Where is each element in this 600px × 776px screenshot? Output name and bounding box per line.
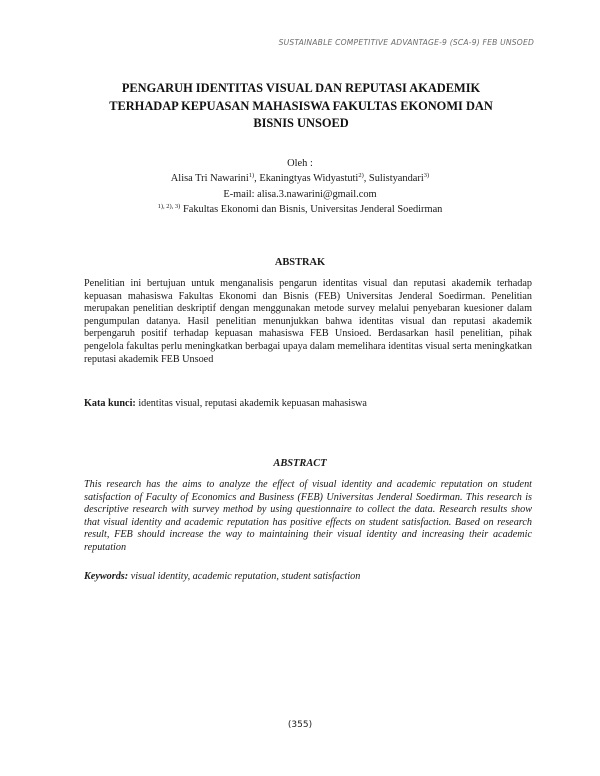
author-superscript: 2) bbox=[358, 172, 364, 180]
author-email: E-mail: alisa.3.nawarini@gmail.com bbox=[223, 188, 377, 200]
author-name: , Ekaningtyas Widyastuti bbox=[254, 173, 359, 185]
kata-kunci-text: identitas visual, reputasi akademik kepuasan mahasiswa bbox=[135, 398, 367, 409]
affiliation-superscript: 1), 2), 3) bbox=[157, 202, 181, 210]
title-line: TERHADAP KEPUASAN MAHASISWA FAKULTAS EKONOMI DAN bbox=[109, 98, 493, 113]
abstract-text: This research has the aims to analyze the effect of visual identity and academic reputation on student satisfaction of Faculty of Economics and Business (FEB) Universitas Jenderal Soedirman. This research is descriptive research with survey method by using questionnaire to collect the data. Research results show that visual identity and academic reputation has positive effects on student satisfaction. Based on research result, FEB should increase the way to maintaining their visual identity and increasing their academic reputation bbox=[84, 479, 532, 553]
page-number: (355) bbox=[287, 720, 313, 730]
keywords-label: Keywords: bbox=[84, 571, 129, 582]
kata-kunci bbox=[84, 397, 534, 410]
running-head: SUSTAINABLE COMPETITIVE ADVANTAGE-9 (SCA-9) FEB UNSOED bbox=[278, 38, 534, 47]
author-superscript: 3) bbox=[423, 172, 430, 180]
author-superscript: 1) bbox=[248, 172, 255, 180]
keywords bbox=[84, 570, 534, 583]
author-block bbox=[0, 156, 600, 217]
by-label: Oleh : bbox=[287, 158, 313, 169]
abstract-heading: ABSTRACT bbox=[273, 458, 327, 469]
abstrak-heading: ABSTRAK bbox=[274, 257, 326, 268]
author-list bbox=[0, 171, 600, 186]
keywords-text: visual identity, academic reputation, student satisfaction bbox=[128, 571, 361, 582]
author-affiliation bbox=[0, 202, 600, 217]
title-line: PENGARUH IDENTITAS VISUAL DAN REPUTASI AKADEMIK bbox=[121, 81, 481, 95]
paper-title bbox=[60, 80, 542, 133]
abstrak-text: Penelitian ini bertujuan untuk menganalisis pengarun identitas visual dan reputasi akademik terhadap kepuasan mahasiswa Fakultas Ekonomi dan Bisnis (FEB) Universitas Jenderal Soedirman. Penelitian merupakan penelitian deskriptif dengan menggunakan metode survey melalui penyebaran kuesioner dalam pengumpulan datanya. Hasil penelitian menunjukkan bahwa identitas visual dan reputasi akademik berpengaruh positif terhadap kepuasan mahasiswa FEB Unsioed. Berdasarkan hasil penelitian, pihak pengelola fakultas perlu meningkatkan berbagai upaya dalam memelihara identitas visual serta meningkatkan reputasi akademik FEB Unsoed bbox=[84, 278, 532, 365]
kata-kunci-label: Kata kunci: bbox=[84, 398, 136, 409]
author-name: Alisa Tri Nawarini bbox=[170, 173, 249, 185]
affiliation-text: Fakultas Ekonomi dan Bisnis, Universitas Jenderal Soedirman bbox=[180, 203, 443, 215]
author-name: , Sulistyandari bbox=[363, 173, 424, 185]
title-line: BISNIS UNSOED bbox=[253, 116, 349, 130]
